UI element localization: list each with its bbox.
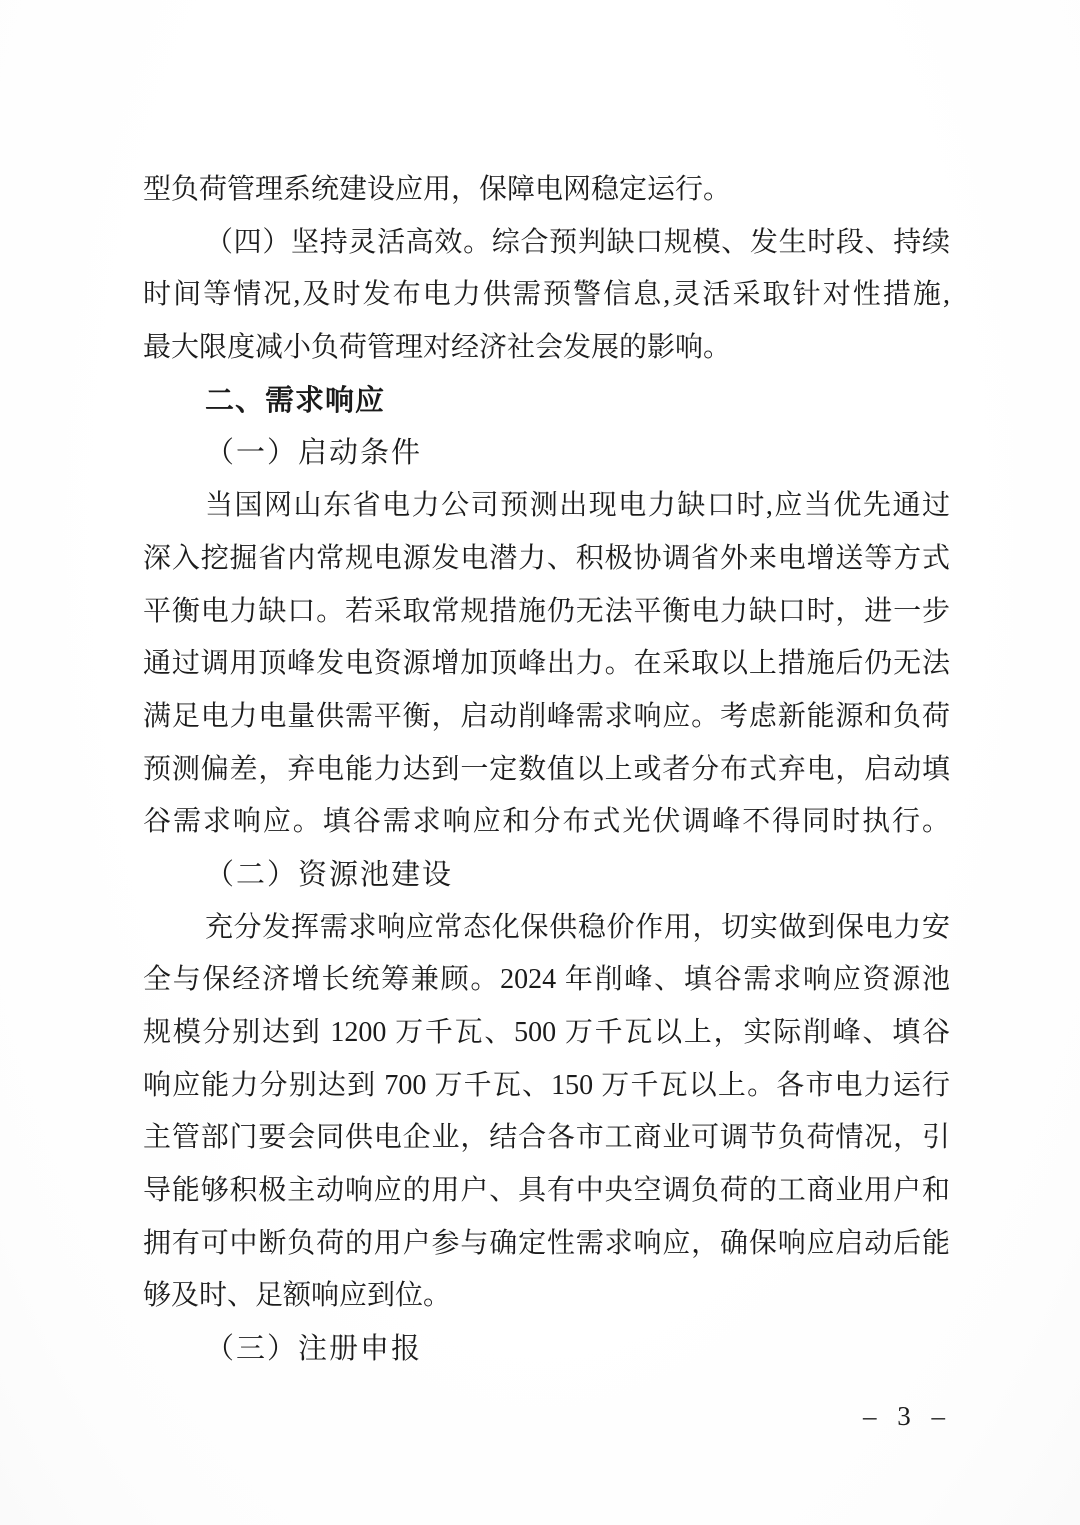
sub-heading: （三）注册申报 (205, 1333, 423, 1366)
body-line: 平衡电力缺口。若采取常规措施仍无法平衡电力缺口时，进一步 (143, 595, 950, 627)
body-line: 当国网山东省电力公司预测出现电力缺口时,应当优先通过 (205, 490, 950, 522)
body-line: 型负荷管理系统建设应用，保障电网稳定运行。 (143, 174, 732, 205)
body-line: 深入挖掘省内常规电源发电潜力、积极协调省外来电增送等方式 (143, 542, 950, 574)
body-line: 最大限度减小负荷管理对经济社会发展的影响。 (143, 332, 732, 364)
body-line: （四）坚持灵活高效。综合预判缺口规模、发生时段、持续 (205, 226, 950, 258)
body-line: 谷需求响应。填谷需求响应和分布式光伏调峰不得同时执行。 (143, 806, 950, 838)
body-line: 规模分别达到 1200 万千瓦、500 万千瓦以上，实际削峰、填谷 (143, 1017, 950, 1048)
body-line: 充分发挥需求响应常态化保供稳价作用，切实做到保电力安 (205, 911, 950, 943)
body-line: 响应能力分别达到 700 万千瓦、150 万千瓦以上。各市电力运行 (143, 1069, 950, 1101)
body-line: 主管部门要会同供电企业，结合各市工商业可调节负荷情况，引 (143, 1122, 950, 1154)
sub-heading: （二）资源池建设 (205, 858, 454, 891)
body-line: 满足电力电量供需平衡，启动削峰需求响应。考虑新能源和负荷 (143, 700, 950, 732)
body-line: 拥有可中断负荷的用户参与确定性需求响应，确保响应启动后能 (143, 1227, 950, 1259)
body-line: 时间等情况,及时发布电力供需预警信息,灵活采取针对性措施, (143, 279, 950, 311)
page-number: – 3 – (863, 1401, 952, 1431)
document-body (143, 164, 950, 1376)
body-line: 够及时、足额响应到位。 (143, 1280, 452, 1312)
section-heading: 二、需求响应 (205, 384, 386, 417)
body-line: 全与保经济增长统筹兼顾。2024 年削峰、填谷需求响应资源池 (143, 964, 950, 996)
body-line: 通过调用顶峰发电资源增加顶峰出力。在采取以上措施后仍无法 (143, 648, 950, 680)
sub-heading: （一）启动条件 (205, 437, 423, 470)
body-line: 预测偏差，弃电能力达到一定数值以上或者分布式弃电，启动填 (143, 753, 950, 785)
body-line: 导能够积极主动响应的用户、具有中央空调负荷的工商业用户和 (143, 1175, 950, 1207)
